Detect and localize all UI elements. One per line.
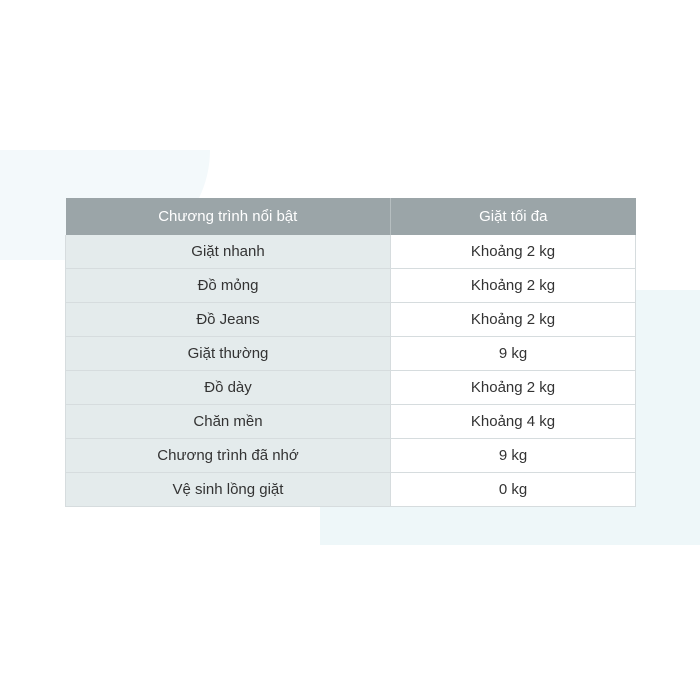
max-load-cell: 0 kg [391,473,636,507]
table-body [66,235,636,507]
max-load-cell: Khoảng 2 kg [391,303,636,337]
table-row [66,337,636,371]
header-program: Chương trình nổi bật [66,198,391,235]
program-cell: Giặt nhanh [66,235,391,269]
table-row [66,303,636,337]
header-max-load: Giặt tối đa [391,198,636,235]
program-cell: Chương trình đã nhớ [66,439,391,473]
program-cell: Đồ mỏng [66,269,391,303]
max-load-cell: Khoảng 2 kg [391,371,636,405]
max-load-cell: Khoảng 2 kg [391,235,636,269]
max-load-cell: Khoảng 4 kg [391,405,636,439]
table-row [66,235,636,269]
max-load-cell: 9 kg [391,337,636,371]
table-row [66,371,636,405]
table-header-row [66,198,636,235]
program-cell: Vệ sinh lồng giặt [66,473,391,507]
wash-program-table-container [65,198,635,507]
table-row [66,269,636,303]
table-row [66,439,636,473]
program-cell: Đồ dày [66,371,391,405]
table-row [66,405,636,439]
max-load-cell: Khoảng 2 kg [391,269,636,303]
max-load-cell: 9 kg [391,439,636,473]
program-cell: Chăn mền [66,405,391,439]
program-cell: Đồ Jeans [66,303,391,337]
program-cell: Giặt thường [66,337,391,371]
table-row [66,473,636,507]
wash-program-table [65,198,636,507]
table-header [66,198,636,235]
